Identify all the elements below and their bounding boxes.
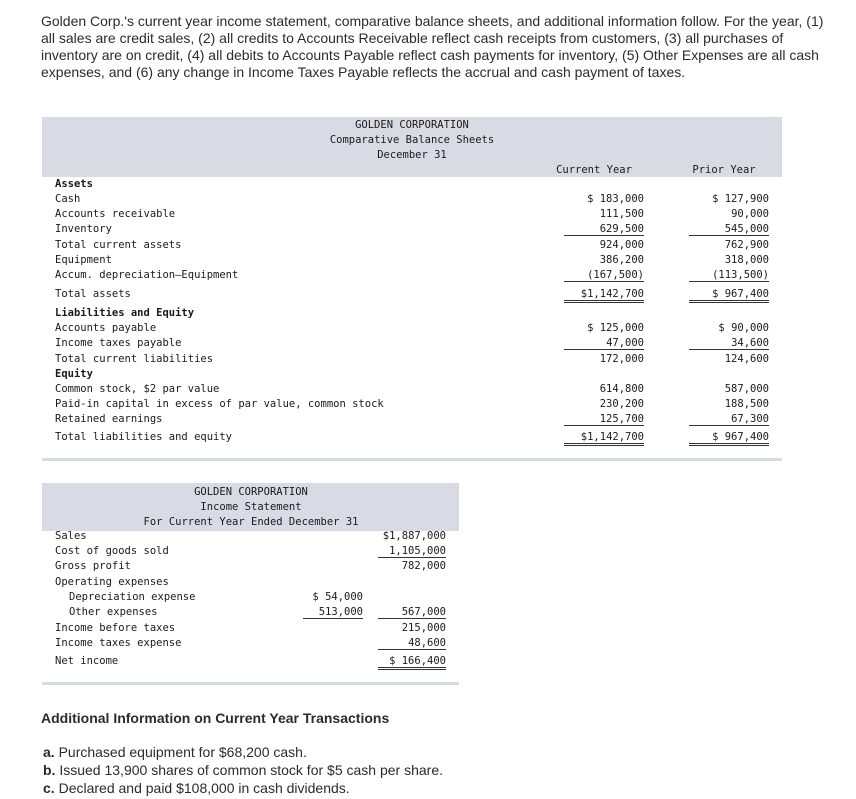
table-row: Accum. depreciation—Equipment (167,500) (113,500) <box>55 269 769 281</box>
table-row: Accounts payable $ 125,000 $ 90,000 <box>55 322 769 334</box>
problem-intro: Golden Corp.'s current year income statement, comparative balance sheets, and additional information follow. For the year, (1) all sales are credit sales, (2) all credits to Accounts Receivable reflect cash receipts from customers, (3) all purchases of inventory are on credit, (4) all debits to Accounts Payable reflect cash payments for inventory, (5) Other Expenses are all cash expenses, and (6) any change in Income Taxes Payable reflects the accrual and cash payment of taxes. <box>41 13 824 80</box>
list-item: b. Issued 13,900 shares of common stock for $5 cash per share. <box>43 762 443 778</box>
table-row: Income taxes expense 48,600 <box>55 637 446 649</box>
balance-sheet-bottom-rule <box>42 458 782 461</box>
additional-info-list <box>43 743 443 797</box>
is-period: For Current Year Ended December 31 <box>143 516 359 528</box>
is-company-name: GOLDEN CORPORATION <box>194 486 308 498</box>
list-item: a. Purchased equipment for $68,200 cash. <box>43 744 307 760</box>
bs-date: December 31 <box>377 149 447 161</box>
table-row: Inventory 629,500 545,000 <box>55 223 769 235</box>
additional-info-heading: Additional Information on Current Year Transactions <box>41 710 390 726</box>
bs-company-name: GOLDEN CORPORATION <box>355 119 469 131</box>
table-row: Total current assets 924,000 762,900 <box>55 239 769 251</box>
balance-sheet <box>42 117 782 461</box>
table-row: Income before taxes 215,000 <box>55 622 446 634</box>
income-statement-bottom-rule <box>42 682 459 685</box>
bs-col-prior: Prior Year <box>692 164 756 176</box>
bs-col-current: Current Year <box>556 164 632 176</box>
is-title: Income Statement <box>200 501 302 513</box>
assets-heading: Assets <box>55 178 93 190</box>
bs-title: Comparative Balance Sheets <box>329 134 495 146</box>
table-row: Cost of goods sold 1,105,000 <box>55 545 446 557</box>
table-row: Depreciation expense $ 54,000 <box>69 591 363 603</box>
table-row: Equipment 386,200 318,000 <box>55 254 769 266</box>
table-row: Accounts receivable 111,500 90,000 <box>55 208 769 220</box>
table-row: Net income $ 166,400 <box>55 655 452 670</box>
table-row: Gross profit 782,000 <box>55 560 446 572</box>
table-row: Retained earnings 125,700 67,300 <box>55 413 769 425</box>
table-row: Common stock, $2 par value 614,800 587,000 <box>55 383 769 395</box>
table-row: Operating expenses <box>55 576 169 588</box>
table-row: Total assets $1,142,700 $ 967,400 <box>55 288 775 303</box>
liabilities-heading: Liabilities and Equity <box>55 307 195 319</box>
table-row: Total liabilities and equity $1,142,700 $ 967,400 <box>55 431 775 446</box>
table-row: Total current liabilities 172,000 124,600 <box>55 353 769 365</box>
table-row: Cash $ 183,000 $ 127,900 <box>55 193 769 205</box>
equity-heading: Equity <box>55 368 93 380</box>
list-item: c. Declared and paid $108,000 in cash dividends. <box>43 780 350 796</box>
table-row: Income taxes payable 47,000 34,600 <box>55 337 769 349</box>
table-row: Other expenses 513,000 567,000 <box>69 606 446 618</box>
table-row: Paid-in capital in excess of par value, common stock 230,200 188,500 <box>55 398 769 410</box>
income-statement <box>42 483 459 686</box>
table-row: Sales $1,887,000 <box>55 530 446 542</box>
